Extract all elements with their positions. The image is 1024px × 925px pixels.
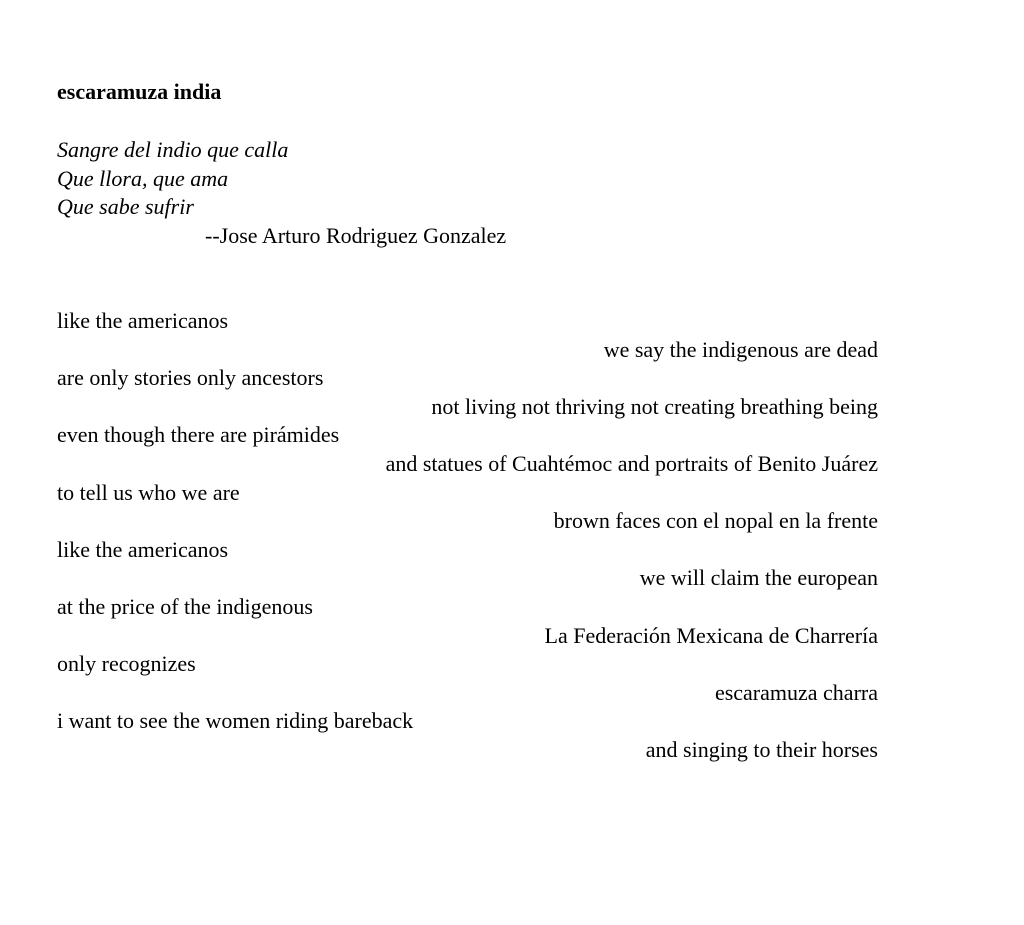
epigraph-line: Que llora, que ama xyxy=(57,165,229,191)
poem-line: brown faces con el nopal en la frente xyxy=(553,508,878,534)
poem-line: not living not thriving not creating breathing being xyxy=(431,393,878,419)
poem-title: escaramuza india xyxy=(57,79,222,104)
poem-line: i want to see the women riding bareback xyxy=(57,708,414,734)
poem-line: La Federación Mexicana de Charrería xyxy=(544,622,878,648)
poem-line: to tell us who we are xyxy=(57,479,240,505)
poem-line: like the americanos xyxy=(57,308,229,333)
poem-line: we say the indigenous are dead xyxy=(603,336,878,362)
epigraph-line: Que sabe sufrir xyxy=(57,194,194,219)
poem-line: and singing to their horses xyxy=(645,736,878,762)
epigraph-attribution: --Jose Arturo Rodriguez Gonzalez xyxy=(205,223,507,248)
poem-line: escaramuza charra xyxy=(714,679,878,705)
poem-line: only recognizes xyxy=(57,651,196,677)
poem-line: at the price of the indigenous xyxy=(57,593,313,619)
epigraph xyxy=(57,136,288,222)
poem-line: like the americanos xyxy=(57,536,229,562)
epigraph-line: Sangre del indio que calla xyxy=(57,137,289,162)
poem-body xyxy=(57,307,878,765)
poem-line: we will claim the european xyxy=(639,565,878,591)
poem-line: even though there are pirámides xyxy=(57,422,340,448)
poem-line: are only stories only ancestors xyxy=(57,365,324,391)
poem-line: and statues of Cuahtémoc and portraits of Benito Juárez xyxy=(385,450,878,476)
